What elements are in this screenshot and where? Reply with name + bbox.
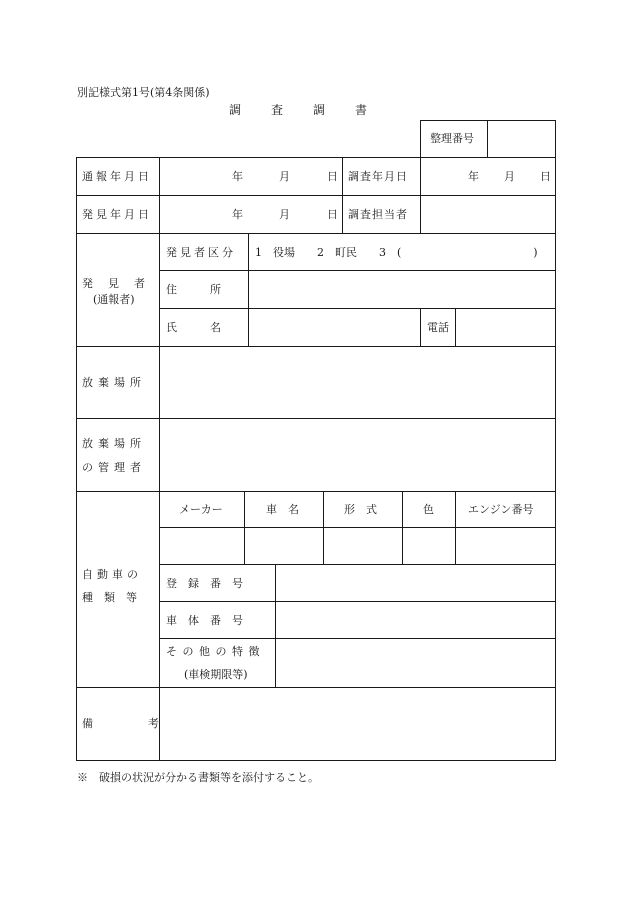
vehicle-col-color: 色	[423, 503, 434, 516]
vehicle-type-label-2: 種 類 等	[82, 591, 137, 604]
survey-officer-label: 調査担当者	[348, 208, 408, 221]
finder-sublabel: (通報者)	[93, 293, 135, 306]
discovery-date-day: 日	[327, 208, 338, 221]
vehicle-col-engine-number: エンジン番号	[468, 503, 534, 516]
survey-date-month: 月	[504, 170, 515, 183]
discovery-date-label: 発見年月日	[82, 208, 152, 221]
report-date-year: 年	[232, 170, 243, 183]
vehicle-col-model: 車 名	[266, 503, 299, 516]
body-number-label: 車 体 番 号	[166, 614, 243, 627]
finder-category-label: 発見者区分	[166, 246, 236, 259]
vehicle-col-maker: メーカー	[179, 503, 223, 516]
finder-phone-label: 電話	[427, 321, 449, 334]
abandonment-place-label: 放棄場所	[82, 376, 146, 389]
form-reference: 別記様式第1号(第4条関係)	[77, 86, 210, 99]
reference-number-label: 整理番号	[430, 132, 474, 145]
place-manager-label-1: 放棄場所	[82, 437, 146, 450]
finder-name-label: 氏 名	[166, 321, 221, 334]
report-date-day: 日	[327, 170, 338, 183]
discovery-date-year: 年	[232, 208, 243, 221]
vehicle-type-label-1: 自動車の	[82, 568, 142, 581]
reference-number-field[interactable]	[492, 125, 550, 153]
other-features-label: そ の 他 の 特 徴	[166, 645, 261, 658]
remarks-label: 備 考	[82, 717, 159, 730]
report-date-label: 通報年月日	[82, 170, 152, 183]
finder-label: 発 見 者	[82, 277, 147, 290]
report-date-month: 月	[279, 170, 290, 183]
footnote: ※ 破損の状況が分かる書類等を添付すること。	[77, 771, 319, 784]
survey-date-day: 日	[540, 170, 551, 183]
survey-date-year: 年	[468, 170, 479, 183]
place-manager-label-2: の管理者	[82, 461, 146, 474]
vehicle-col-type: 形 式	[344, 503, 377, 516]
finder-category-options: 1 役場 2 町民 3 ( )	[255, 246, 538, 259]
discovery-date-month: 月	[279, 208, 290, 221]
finder-address-label: 住 所	[166, 283, 221, 296]
survey-date-label: 調査年月日	[348, 170, 408, 183]
registration-number-label: 登 録 番 号	[166, 577, 243, 590]
other-features-sublabel: (車検期限等)	[184, 668, 248, 681]
document-title: 調 査 調 書	[229, 103, 370, 117]
